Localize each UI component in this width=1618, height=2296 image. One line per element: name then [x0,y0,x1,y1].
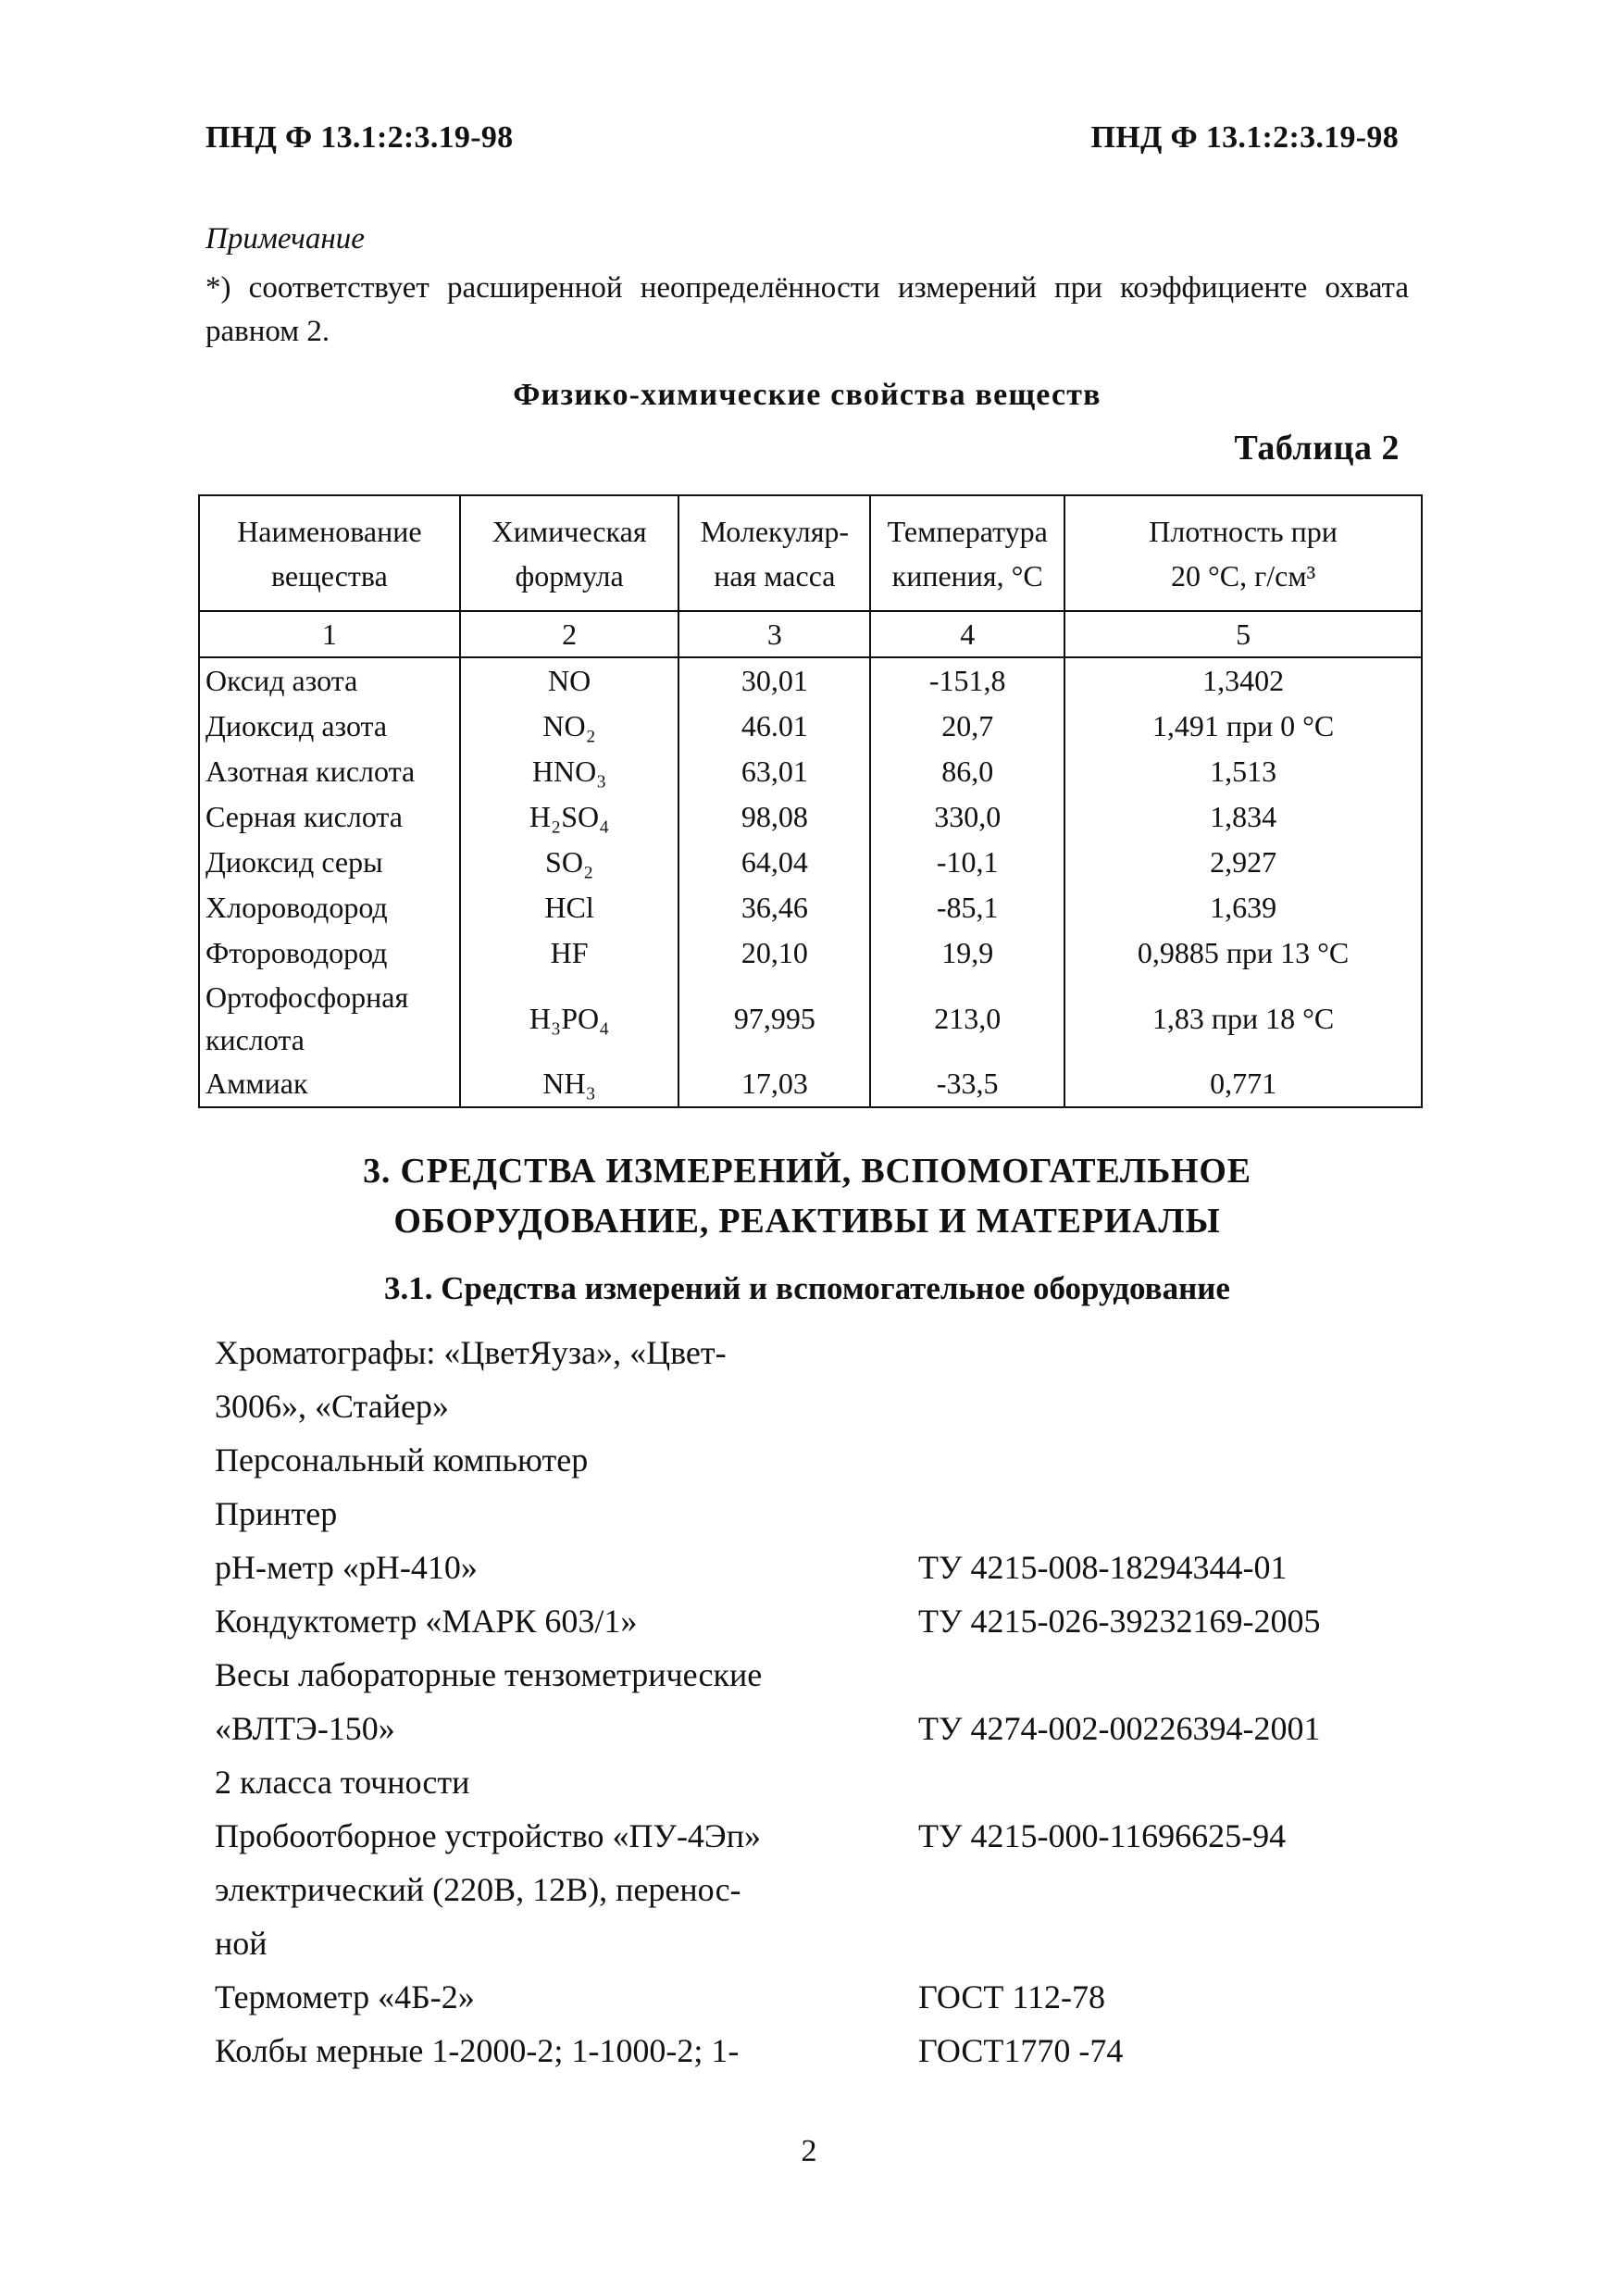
cell-mass: 64,04 [678,840,870,885]
cell-name: Оксид азота [199,657,460,704]
cell-name: Хлороводород [199,885,460,930]
cell-mass: 30,01 [678,657,870,704]
cell-density: 1,83 при 18 °С [1064,976,1422,1061]
header-left-code: ПНД Ф 13.1:2:3.19-98 [205,120,514,155]
col-header-name: Наименование вещества [199,495,460,611]
cell-formula: NH₃ [460,1061,679,1107]
cell-mass: 20,10 [678,930,870,976]
table-label: Таблица 2 [1234,429,1400,468]
cell-boiling: -151,8 [870,657,1064,704]
cell-boiling: 19,9 [870,930,1064,976]
cell-formula: HCl [460,885,679,930]
cell-mass: 97,995 [678,976,870,1061]
table-row [199,976,1422,1061]
cell-name: Аммиак [199,1061,460,1107]
column-number: 5 [1064,611,1422,657]
cell-name: Азотная кислота [199,749,460,794]
cell-mass: 98,08 [678,794,870,840]
page-number: 2 [801,2134,817,2168]
cell-density: 1,491 при 0 °С [1064,704,1422,749]
col-header-formula: Химическая формула [460,495,679,611]
table-row [199,657,1422,704]
cell-density: 1,834 [1064,794,1422,840]
cell-boiling: 86,0 [870,749,1064,794]
cell-mass: 17,03 [678,1061,870,1107]
list-item: Пробоотборное устройство «ПУ-4Эп» электрический (220В, 12В), перенос- ной ТУ 4215-000-11696625-94 [215,1817,1287,1962]
list-item: Термометр «4Б-2» ГОСТ 112-78 [215,1978,1106,2015]
header-right-code: ПНД Ф 13.1:2:3.19-98 [1090,120,1399,155]
list-item: Кондуктометр «МАРК 603/1» ТУ 4215-026-39232169-2005 [215,1603,1321,1640]
cell-boiling: -85,1 [870,885,1064,930]
table-header-row [199,495,1422,611]
table-row [199,794,1422,840]
column-number: 2 [460,611,679,657]
list-item: Принтер [215,1495,338,1532]
cell-mass: 36,46 [678,885,870,930]
cell-boiling: -10,1 [870,840,1064,885]
cell-formula: SO₂ [460,840,679,885]
cell-formula: H₂SO₄ [460,794,679,840]
table-row [199,930,1422,976]
column-number: 3 [678,611,870,657]
note-title: Примечание [205,222,365,256]
cell-name: Диоксид азота [199,704,460,749]
equipment-list [215,1326,1418,2078]
table-row [199,704,1422,749]
table-title: Физико-химические свойства веществ [513,378,1101,412]
list-item: pH-метр «pH-410» ТУ 4215-008-18294344-01 [215,1549,1288,1586]
cell-formula: NO₂ [460,704,679,749]
table-row [199,840,1422,885]
cell-mass: 46.01 [678,704,870,749]
cell-density: 0,771 [1064,1061,1422,1107]
cell-formula: HF [460,930,679,976]
note-text: *) соответствует расширенной неопределённости измерений при коэффициенте охвата равном 2. [205,271,1409,348]
column-number: 4 [870,611,1064,657]
list-item: Хроматографы: «ЦветЯуза», «Цвет- 3006», «Стайер» [215,1334,727,1425]
table-row [199,1061,1422,1107]
cell-name: Фтороводород [199,930,460,976]
cell-density: 2,927 [1064,840,1422,885]
column-number-row [199,611,1422,657]
cell-name: Диоксид серы [199,840,460,885]
cell-name: Серная кислота [199,794,460,840]
cell-boiling: 20,7 [870,704,1064,749]
properties-table [198,494,1423,1108]
cell-boiling: 213,0 [870,976,1064,1061]
cell-mass: 63,01 [678,749,870,794]
list-item: «ВЛТЭ-150» ТУ 4274-002-00226394-2001 [215,1710,1321,1747]
cell-boiling: 330,0 [870,794,1064,840]
table-row [199,749,1422,794]
cell-density: 1,513 [1064,749,1422,794]
cell-formula: NO [460,657,679,704]
cell-density: 0,9885 при 13 °С [1064,930,1422,976]
cell-name: Ортофосфорная кислота [199,976,460,1061]
list-item: Колбы мерные 1-2000-2; 1-1000-2; 1- ГОСТ1770 -74 [215,2032,1124,2069]
col-header-boiling: Температура кипения, °С [870,495,1064,611]
section-title: 3. СРЕДСТВА ИЗМЕРЕНИЙ, ВСПОМОГАТЕЛЬНОЕ ОБОРУДОВАНИЕ, РЕАКТИВЫ И МАТЕРИАЛЫ [363,1152,1251,1241]
table-row [199,885,1422,930]
cell-density: 1,639 [1064,885,1422,930]
col-header-density: Плотность при 20 °С, г/см³ [1064,495,1422,611]
cell-boiling: -33,5 [870,1061,1064,1107]
cell-density: 1,3402 [1064,657,1422,704]
col-header-mass: Молекуляр- ная масса [678,495,870,611]
list-item: 2 класса точности [215,1764,470,1801]
list-item: Весы лабораторные тензометрические [215,1656,763,1693]
cell-formula: HNO₃ [460,749,679,794]
cell-formula: H₃PO₄ [460,976,679,1061]
subsection-title: 3.1. Средства измерений и вспомогательное оборудование [384,1270,1230,1306]
list-item: Персональный компьютер [215,1441,589,1479]
column-number: 1 [199,611,460,657]
